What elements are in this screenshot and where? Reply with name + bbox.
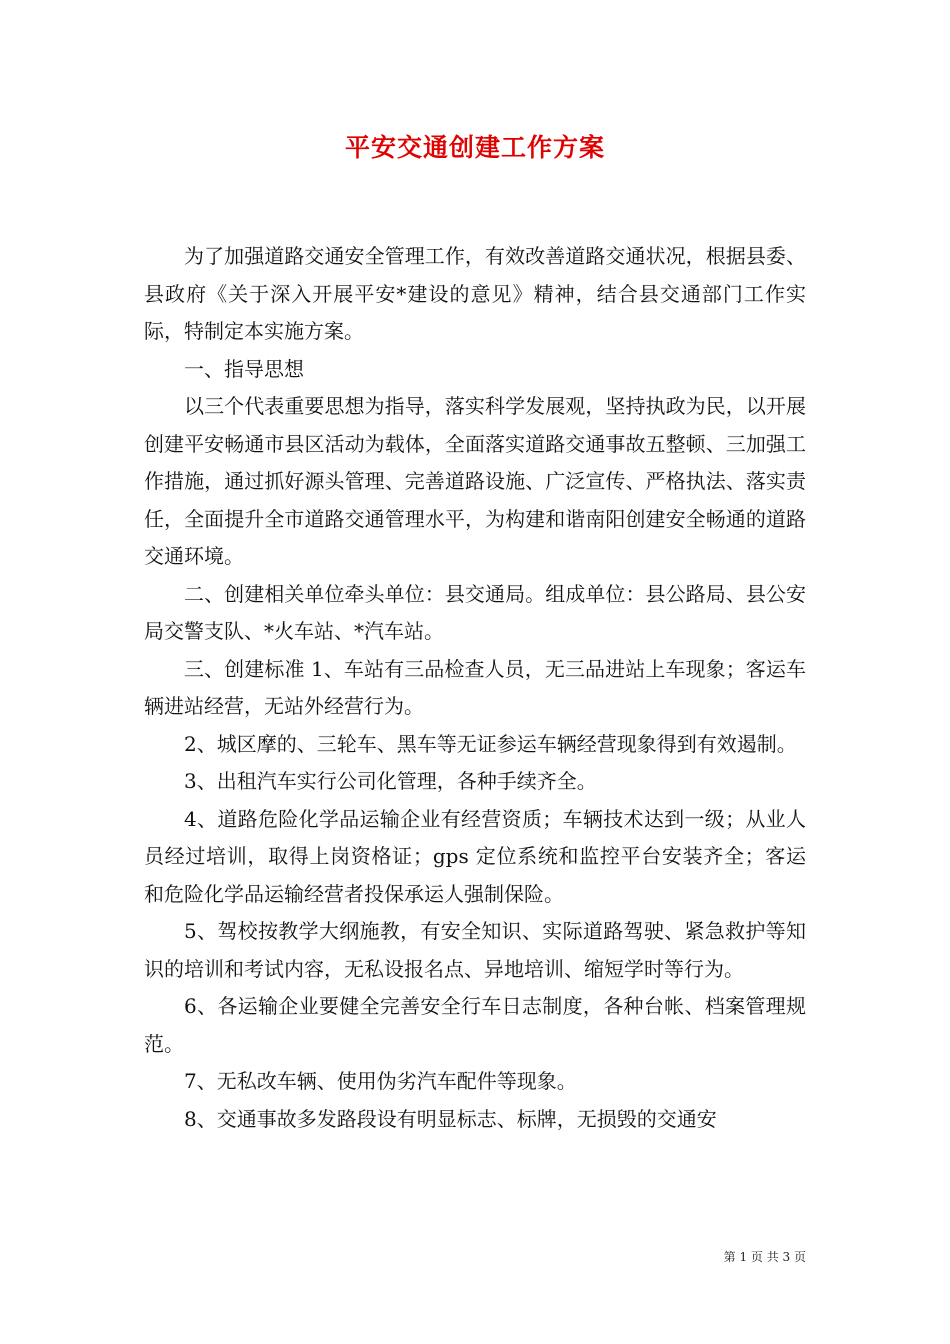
paragraph-standard-8: 8、交通事故多发路段设有明显标志、标牌，无损毁的交通安 [184, 1106, 717, 1131]
paragraph-guiding-thought: 以三个代表重要思想为指导，落实科学发展观，坚持执政为民，以开展创建平安畅通市县区活动为载体，全面落实道路交通事故五整顿、三加强工作措施，通过抓好源头管理、完善道路设施、广泛宣传、严格执法、落实责任，全面提升全市道路交通管理水平，为构建和谐南阳创建安全畅通的道路交通环境。 [144, 394, 806, 568]
section-heading-guiding-thought: 一、指导思想 [184, 356, 304, 381]
paragraph-standard-5: 5、驾校按教学大纲施教，有安全知识、实际道路驾驶、紧急救护等知识的培训和考试内容，无私设报名点、异地培训、缩短学时等行为。 [144, 919, 806, 981]
document-body [144, 238, 806, 1138]
paragraph-standard-1: 三、创建标准 1、车站有三品检查人员，无三品进站上车现象；客运车辆进站经营，无站外经营行为。 [144, 656, 806, 718]
paragraph-standard-2: 2、城区摩的、三轮车、黑车等无证参运车辆经营现象得到有效遏制。 [184, 731, 797, 756]
paragraph-units: 二、创建相关单位牵头单位：县交通局。组成单位：县公路局、县公安局交警支队、*火车站、*汽车站。 [144, 581, 806, 643]
page-number: 第 1 页 共 3 页 [723, 1250, 806, 1264]
paragraph-standard-4: 4、道路危险化学品运输企业有经营资质；车辆技术达到一级；从业人员经过培训，取得上岗资格证；gps 定位系统和监控平台安装齐全；客运和危险化学品运输经营者投保承运人强制保险。 [144, 806, 806, 906]
paragraph-standard-3: 3、出租汽车实行公司化管理，各种手续齐全。 [184, 769, 597, 793]
paragraph-standard-7: 7、无私改车辆、使用伪劣汽车配件等现象。 [184, 1069, 577, 1093]
document-title: 平安交通创建工作方案 [344, 133, 605, 162]
paragraph-standard-6: 6、各运输企业要健全完善安全行车日志制度，各种台帐、档案管理规范。 [144, 994, 806, 1056]
paragraph-intro: 为了加强道路交通安全管理工作，有效改善道路交通状况，根据县委、县政府《关于深入开展平安*建设的意见》精神，结合县交通部门工作实际，特制定本实施方案。 [144, 244, 806, 343]
